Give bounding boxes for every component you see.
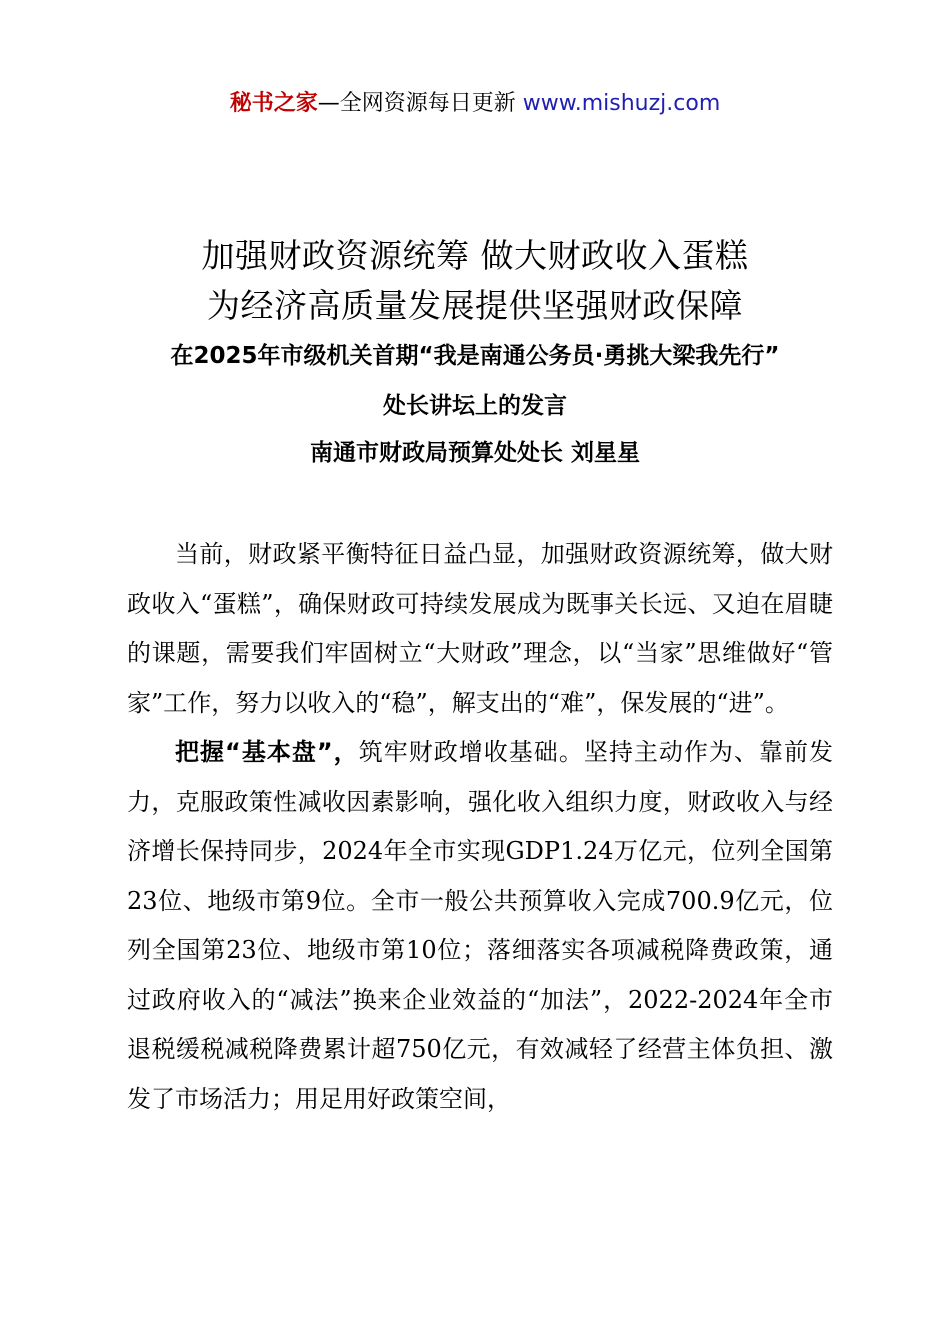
paragraph-1: 当前，财政紧平衡特征日益凸显，加强财政资源统筹，做大财政收入“蛋糕”，确保财政可持续发展成为既事关长远、又迫在眉睫的课题，需要我们牢固树立“大财政”理念，以“当家”思维做好“管家”工作，努力以收入的“稳”，解支出的“难”，保发展的“进”。: [127, 540, 833, 717]
subtitle-line2: 处长讲坛上的发言: [383, 393, 567, 419]
paragraph-2-body: 筑牢财政增收基础。坚持主动作为、靠前发力，克服政策性减收因素影响，强化收入组织力度，财政收入与经济增长保持同步，2024年全市实现GDP1.24万亿元，位列全国第23位、地级市第9位。全市一般公共预算收入完成700.9亿元，位列全国第23位、地级市第10位；落细落实各项减税降费政策，通过政府收入的“减法”换来企业效益的“加法”，2022-2024年全市退税缓税减税降费累计超750亿元，有效减轻了经营主体负担、激发了市场活力；用足用好政策空间，: [127, 738, 833, 1113]
brand-name: 秘书之家: [229, 91, 318, 116]
author-line: 南通市财政局预算处处长 刘星星: [309, 440, 640, 466]
subtitle-line1: 在2025年市级机关首期“我是南通公务员·勇挑大梁我先行”: [170, 343, 780, 369]
site-header: [0, 88, 950, 120]
header-tagline: —全网资源每日更新: [317, 91, 523, 116]
paragraph-2: [127, 728, 833, 1124]
site-url-link[interactable]: www.mishuzj.com: [522, 91, 721, 116]
document-body: [127, 530, 833, 1124]
document-title-line1: 加强财政资源统筹 做大财政收入蛋糕: [201, 236, 749, 275]
paragraph-2-lead: 把握“基本盘”，: [175, 738, 359, 766]
document-title-line2: 为经济高质量发展提供坚强财政保障: [207, 286, 743, 325]
